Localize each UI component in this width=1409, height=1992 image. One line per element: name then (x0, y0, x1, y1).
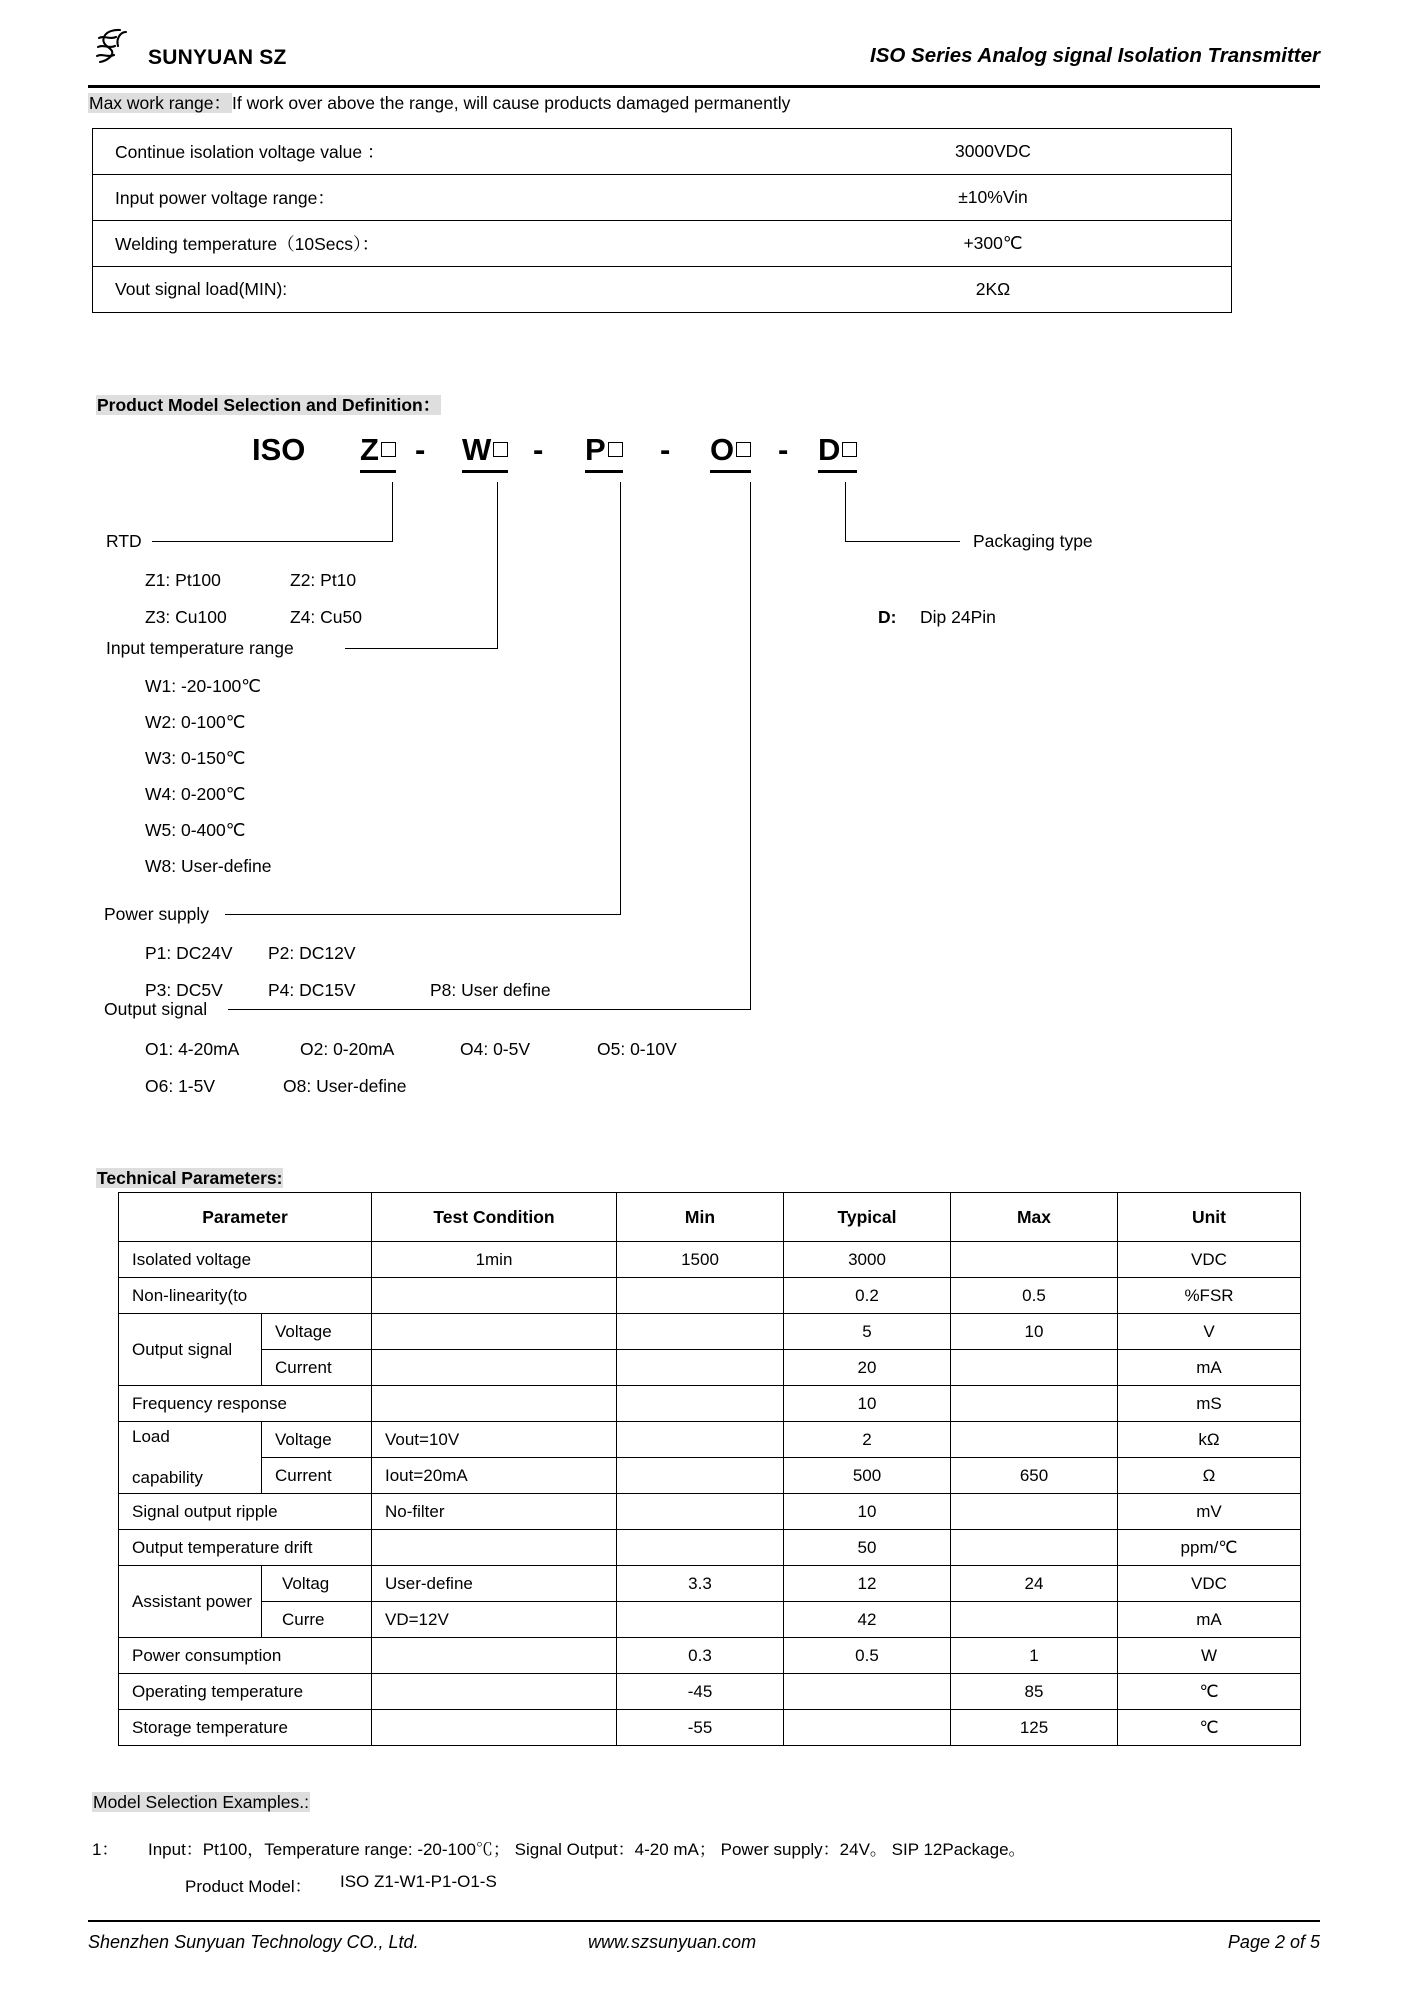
page-footer (88, 1932, 1320, 1962)
model-examples-heading (92, 1792, 310, 1813)
row-min (617, 1458, 784, 1494)
legend-item-w5: W5: 0-400℃ (145, 820, 246, 840)
leader-line-d-horizontal (845, 541, 960, 542)
row-unit: mA (1118, 1350, 1301, 1386)
table-row (119, 1314, 1301, 1350)
legend-item-o1: O1: 4-20mA (145, 1039, 240, 1059)
technical-parameters-heading-text: Technical Parameters: (97, 1168, 283, 1188)
row-parameter: Power consumption (119, 1638, 372, 1674)
legend-item-o5: O5: 0-10V (597, 1039, 677, 1059)
legend-item-z3: Z3: Cu100 (145, 607, 227, 627)
legend-item-d-value: Dip 24Pin (920, 607, 996, 627)
column-header-min: Min (617, 1193, 784, 1242)
legend-title-power-supply: Power supply (104, 904, 210, 924)
row-condition (372, 1530, 617, 1566)
row-parameter: Non-linearity(to (119, 1278, 372, 1314)
row-max (951, 1350, 1118, 1386)
table-row (119, 1710, 1301, 1746)
row-condition: Iout=20mA (372, 1458, 617, 1494)
footer-divider (88, 1920, 1320, 1922)
table-row (119, 1674, 1301, 1710)
brand-name: SUNYUAN SZ (148, 46, 287, 69)
table-row (119, 1602, 1301, 1638)
table-row (119, 1494, 1301, 1530)
row-condition: 1min (372, 1242, 617, 1278)
example-1-body: Input：Pt100，Temperature range: -20-100℃； Signal Output：4-20 mA； Power supply：24V。 SIP 12Package。 (148, 1840, 1026, 1859)
leader-line-o-vertical (750, 482, 751, 1010)
row-max: 1 (951, 1638, 1118, 1674)
row-unit: W (1118, 1638, 1301, 1674)
max-work-range-label: Max work range： (89, 93, 231, 113)
model-field-w (462, 432, 508, 473)
leader-line-w-horizontal (345, 648, 498, 649)
footer-page-number: Page 2 of 5 (1227, 1932, 1320, 1952)
row-unit: V (1118, 1314, 1301, 1350)
row-parameter (119, 1422, 262, 1494)
model-dash-3: - (660, 432, 671, 467)
legend-item-z4: Z4: Cu50 (290, 607, 362, 627)
legend-item-z1: Z1: Pt100 (145, 570, 221, 590)
row-condition (372, 1278, 617, 1314)
column-header-max: Max (951, 1193, 1118, 1242)
model-field-p-box (608, 442, 623, 457)
row-max: 24 (951, 1566, 1118, 1602)
row-max (951, 1602, 1118, 1638)
row-condition: No-filter (372, 1494, 617, 1530)
table-row (93, 129, 1232, 175)
legend-item-p2: P2: DC12V (268, 943, 356, 963)
table-row (93, 267, 1232, 313)
row-typical: 42 (784, 1602, 951, 1638)
legend-item-o8: O8: User-define (283, 1076, 407, 1096)
row-parameter-line2: capability (132, 1468, 203, 1487)
legend-item-p3: P3: DC5V (145, 980, 223, 1000)
model-field-p-letter: P (585, 432, 606, 467)
document-title: ISO Series Analog signal Isolation Transmitter (870, 44, 1320, 67)
header-divider (88, 85, 1320, 88)
spec-value: ±10%Vin (755, 175, 1232, 221)
row-min: 3.3 (617, 1566, 784, 1602)
leader-line-p-horizontal (225, 914, 621, 915)
row-condition: User-define (372, 1566, 617, 1602)
row-min (617, 1602, 784, 1638)
leader-line-w-vertical (497, 482, 498, 649)
legend-item-d-key: D: (878, 607, 897, 627)
table-row (119, 1350, 1301, 1386)
row-parameter: Output temperature drift (119, 1530, 372, 1566)
row-min (617, 1422, 784, 1458)
table-row (119, 1530, 1301, 1566)
table-row (93, 221, 1232, 267)
model-field-z-box (381, 442, 396, 457)
model-selection-heading-text: Product Model Selection and Definition： (97, 395, 441, 415)
row-max: 125 (951, 1710, 1118, 1746)
model-dash-2: - (533, 432, 544, 467)
row-min (617, 1278, 784, 1314)
row-condition (372, 1350, 617, 1386)
row-unit: mV (1118, 1494, 1301, 1530)
row-unit: %FSR (1118, 1278, 1301, 1314)
row-subparameter: Voltag (262, 1566, 372, 1602)
row-typical: 0.5 (784, 1638, 951, 1674)
legend-item-z2: Z2: Pt10 (290, 570, 357, 590)
row-max (951, 1494, 1118, 1530)
table-row (119, 1278, 1301, 1314)
model-code-diagram (0, 432, 1409, 478)
max-work-range-note: If work over above the range, will cause products damaged permanently (232, 93, 791, 113)
model-field-w-letter: W (462, 432, 492, 467)
row-subparameter: Current (262, 1458, 372, 1494)
model-field-o-letter: O (710, 432, 735, 467)
leader-line-d-vertical (845, 482, 846, 542)
model-field-o (710, 432, 751, 473)
model-field-p (585, 432, 623, 473)
table-row (119, 1386, 1301, 1422)
spec-value: 3000VDC (755, 129, 1232, 175)
row-max: 10 (951, 1314, 1118, 1350)
legend-item-o6: O6: 1-5V (145, 1076, 216, 1096)
row-max: 650 (951, 1458, 1118, 1494)
row-typical: 10 (784, 1494, 951, 1530)
row-typical: 10 (784, 1386, 951, 1422)
row-max (951, 1386, 1118, 1422)
row-unit: VDC (1118, 1242, 1301, 1278)
row-typical: 12 (784, 1566, 951, 1602)
row-max (951, 1422, 1118, 1458)
legend-item-o4: O4: 0-5V (460, 1039, 531, 1059)
row-unit: VDC (1118, 1566, 1301, 1602)
column-header-parameter: Parameter (119, 1193, 372, 1242)
legend-title-output-signal: Output signal (104, 999, 208, 1019)
row-parameter: Frequency response (119, 1386, 372, 1422)
model-selection-heading (96, 392, 441, 417)
row-parameter: Storage temperature (119, 1710, 372, 1746)
row-condition (372, 1674, 617, 1710)
legend-title-input-temperature-range: Input temperature range (106, 638, 294, 658)
row-min (617, 1314, 784, 1350)
example-1-model-value: ISO Z1-W1-P1-O1-S (340, 1872, 497, 1891)
row-condition (372, 1638, 617, 1674)
row-typical: 20 (784, 1350, 951, 1386)
legend-item-p8: P8: User define (430, 980, 551, 1000)
example-1-model-label: Product Model： (185, 1877, 312, 1896)
model-prefix-iso: ISO (252, 432, 306, 467)
legend-item-w4: W4: 0-200℃ (145, 784, 246, 804)
row-typical: 5 (784, 1314, 951, 1350)
legend-item-w2: W2: 0-100℃ (145, 712, 246, 732)
table-row (119, 1566, 1301, 1602)
row-min (617, 1350, 784, 1386)
row-unit: kΩ (1118, 1422, 1301, 1458)
leader-line-z-vertical (392, 482, 393, 542)
table-row (119, 1422, 1301, 1458)
column-header-unit: Unit (1118, 1193, 1301, 1242)
row-subparameter: Current (262, 1350, 372, 1386)
row-typical: 3000 (784, 1242, 951, 1278)
row-typical: 500 (784, 1458, 951, 1494)
row-parameter-line1: Load (132, 1427, 170, 1446)
legend-item-p4: P4: DC15V (268, 980, 356, 1000)
spec-label: Welding temperature（10Secs）： (93, 221, 756, 267)
row-min (617, 1494, 784, 1530)
row-unit: ℃ (1118, 1710, 1301, 1746)
table-row (119, 1638, 1301, 1674)
sunyuan-script-logo-icon (90, 26, 142, 70)
row-min: 0.3 (617, 1638, 784, 1674)
row-unit: Ω (1118, 1458, 1301, 1494)
row-typical: 0.2 (784, 1278, 951, 1314)
row-unit: mA (1118, 1602, 1301, 1638)
row-min: -45 (617, 1674, 784, 1710)
leader-line-o-horizontal (228, 1009, 751, 1010)
model-field-d (818, 432, 857, 473)
row-condition (372, 1710, 617, 1746)
column-header-typical: Typical (784, 1193, 951, 1242)
max-work-range-table (92, 128, 1232, 313)
row-min (617, 1530, 784, 1566)
row-min: 1500 (617, 1242, 784, 1278)
max-work-range-line (88, 90, 790, 115)
table-header-row (119, 1193, 1301, 1242)
row-min (617, 1386, 784, 1422)
model-field-z-letter: Z (360, 432, 379, 467)
row-unit: ppm/℃ (1118, 1530, 1301, 1566)
model-field-d-letter: D (818, 432, 841, 467)
row-condition (372, 1386, 617, 1422)
model-field-o-box (736, 442, 751, 457)
row-parameter: Signal output ripple (119, 1494, 372, 1530)
table-row (119, 1458, 1301, 1494)
spec-value: 2KΩ (755, 267, 1232, 313)
table-row (119, 1242, 1301, 1278)
model-dash-4: - (778, 432, 789, 467)
model-field-d-box (842, 442, 857, 457)
legend-item-p1: P1: DC24V (145, 943, 233, 963)
row-typical (784, 1710, 951, 1746)
leader-line-p-vertical (620, 482, 621, 915)
legend-title-rtd: RTD (106, 531, 142, 551)
technical-parameters-heading (96, 1168, 283, 1189)
row-min: -55 (617, 1710, 784, 1746)
row-subparameter: Voltage (262, 1314, 372, 1350)
example-1-number: 1： (92, 1840, 119, 1859)
spec-label: Vout signal load(MIN): (93, 267, 756, 313)
legend-item-w3: W3: 0-150℃ (145, 748, 246, 768)
row-condition: VD=12V (372, 1602, 617, 1638)
row-parameter: Assistant power (119, 1566, 262, 1638)
row-max: 85 (951, 1674, 1118, 1710)
row-condition: Vout=10V (372, 1422, 617, 1458)
model-field-w-box (493, 442, 508, 457)
row-unit: ℃ (1118, 1674, 1301, 1710)
legend-title-packaging-type: Packaging type (973, 531, 1093, 551)
row-parameter: Output signal (119, 1314, 262, 1386)
model-dash-1: - (415, 432, 426, 467)
model-field-z (360, 432, 396, 473)
page-header (88, 30, 1320, 82)
table-row (93, 175, 1232, 221)
technical-parameters-table (118, 1192, 1301, 1746)
row-typical: 50 (784, 1530, 951, 1566)
row-typical (784, 1674, 951, 1710)
row-max (951, 1530, 1118, 1566)
leader-line-z-horizontal (152, 541, 393, 542)
row-subparameter: Voltage (262, 1422, 372, 1458)
spec-label: Continue isolation voltage value ： (93, 129, 756, 175)
footer-website[interactable]: www.szsunyuan.com (588, 1932, 757, 1952)
row-max (951, 1242, 1118, 1278)
footer-company: Shenzhen Sunyuan Technology CO., Ltd. (88, 1932, 419, 1952)
row-parameter: Operating temperature (119, 1674, 372, 1710)
legend-item-o2: O2: 0-20mA (300, 1039, 395, 1059)
row-max: 0.5 (951, 1278, 1118, 1314)
legend-item-w1: W1: -20-100℃ (145, 676, 261, 696)
row-condition (372, 1314, 617, 1350)
row-unit: mS (1118, 1386, 1301, 1422)
spec-value: +300℃ (755, 221, 1232, 267)
row-parameter: Isolated voltage (119, 1242, 372, 1278)
legend-item-w8: W8: User-define (145, 856, 272, 876)
row-typical: 2 (784, 1422, 951, 1458)
row-subparameter: Curre (262, 1602, 372, 1638)
spec-label: Input power voltage range： (93, 175, 756, 221)
model-examples-heading-text: Model Selection Examples.: (93, 1792, 309, 1812)
column-header-test-condition: Test Condition (372, 1193, 617, 1242)
